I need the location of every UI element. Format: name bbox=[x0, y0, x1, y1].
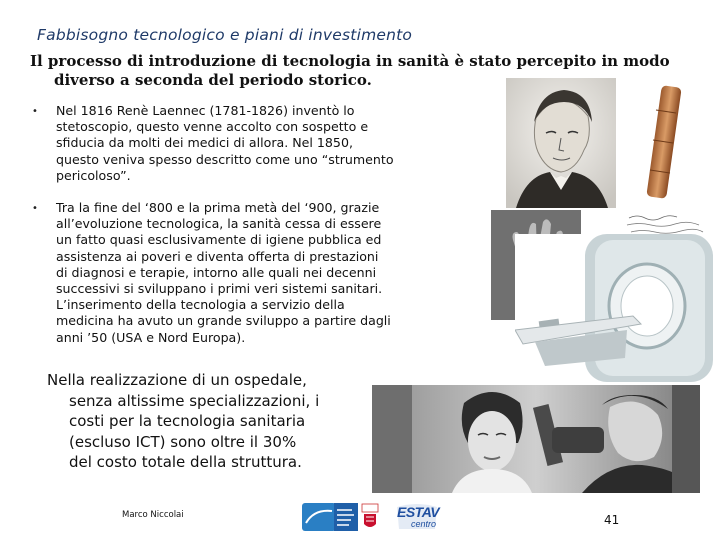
bullet-1-line: questo veniva spesso descritto come uno “strumento bbox=[56, 151, 394, 167]
stethoscope-image bbox=[622, 80, 702, 210]
bullet-1-line: sfiducia da molti dei medici di allora. Nel 1850, bbox=[56, 135, 353, 151]
subtitle-line-1: Il processo di introduzione di tecnologia in sanità è stato percepito in modo bbox=[30, 52, 670, 70]
cost-note-line: costi per la tecnologia sanitaria bbox=[69, 412, 306, 430]
estav-logo-subtext: centro bbox=[411, 519, 437, 529]
bullet-1-line: stetoscopio, questo venne accolto con sospetto e bbox=[56, 119, 369, 135]
laennec-portrait-image bbox=[506, 78, 616, 208]
bullet-2-line: di diagnosi e terapie, intorno alle quali nei decenni bbox=[56, 264, 377, 280]
page-number: 41 bbox=[604, 513, 620, 527]
historical-microscope-photo bbox=[372, 385, 700, 493]
bullet-2-line: successivi si sviluppano i primi veri sistemi sanitari. bbox=[56, 281, 383, 297]
sst-logo bbox=[302, 503, 336, 531]
bullet-1-line: Nel 1816 Renè Laennec (1781-1826) inventò lo bbox=[56, 103, 355, 118]
cost-note bbox=[47, 370, 319, 473]
bullet-2-line: all’evoluzione tecnologica, la sanità cessa di essere bbox=[56, 216, 382, 232]
subtitle-line-2: diverso a seconda del periodo storico. bbox=[54, 71, 372, 89]
estav-logo bbox=[395, 503, 439, 531]
ct-scanner-image bbox=[515, 234, 715, 384]
bullet-1-line: pericoloso”. bbox=[56, 167, 131, 183]
cost-note-line: del costo totale della struttura. bbox=[69, 453, 302, 471]
bullet-2-line: L’inserimento della tecnologia a servizio della bbox=[56, 297, 345, 313]
ssr-text-logo bbox=[334, 503, 358, 531]
author-name: Marco Niccolai bbox=[122, 510, 184, 520]
regione-toscana-logo bbox=[360, 502, 380, 532]
bullet-2-line: anni ’50 (USA e Nord Europa). bbox=[56, 329, 246, 345]
bullet-2-line: medicina ha avuto un grande sviluppo a partire dagli bbox=[56, 313, 391, 329]
bullet-marker-2: • bbox=[32, 203, 38, 214]
cost-note-line: (escluso ICT) sono oltre il 30% bbox=[69, 432, 297, 451]
bullet-marker-1: • bbox=[32, 106, 38, 117]
bullet-2-line: Tra la fine del ‘800 e la prima metà del ‘900, grazie bbox=[56, 200, 380, 215]
bullet-1-text bbox=[56, 103, 394, 184]
bullet-2-line: assistenza ai poveri e diventa offerta di prestazioni bbox=[56, 248, 379, 264]
bullet-2-text bbox=[56, 200, 391, 346]
cost-note-line: Nella realizzazione di un ospedale, bbox=[47, 371, 307, 389]
slide-title: Fabbisogno tecnologico e piani di investimento bbox=[37, 26, 413, 44]
cost-note-line: senza altissime specializzazioni, i bbox=[69, 391, 320, 410]
estav-logo-text: ESTAV bbox=[397, 504, 440, 520]
bullet-2-line: un fatto quasi esclusivamente di igiene pubblica ed bbox=[56, 232, 382, 248]
